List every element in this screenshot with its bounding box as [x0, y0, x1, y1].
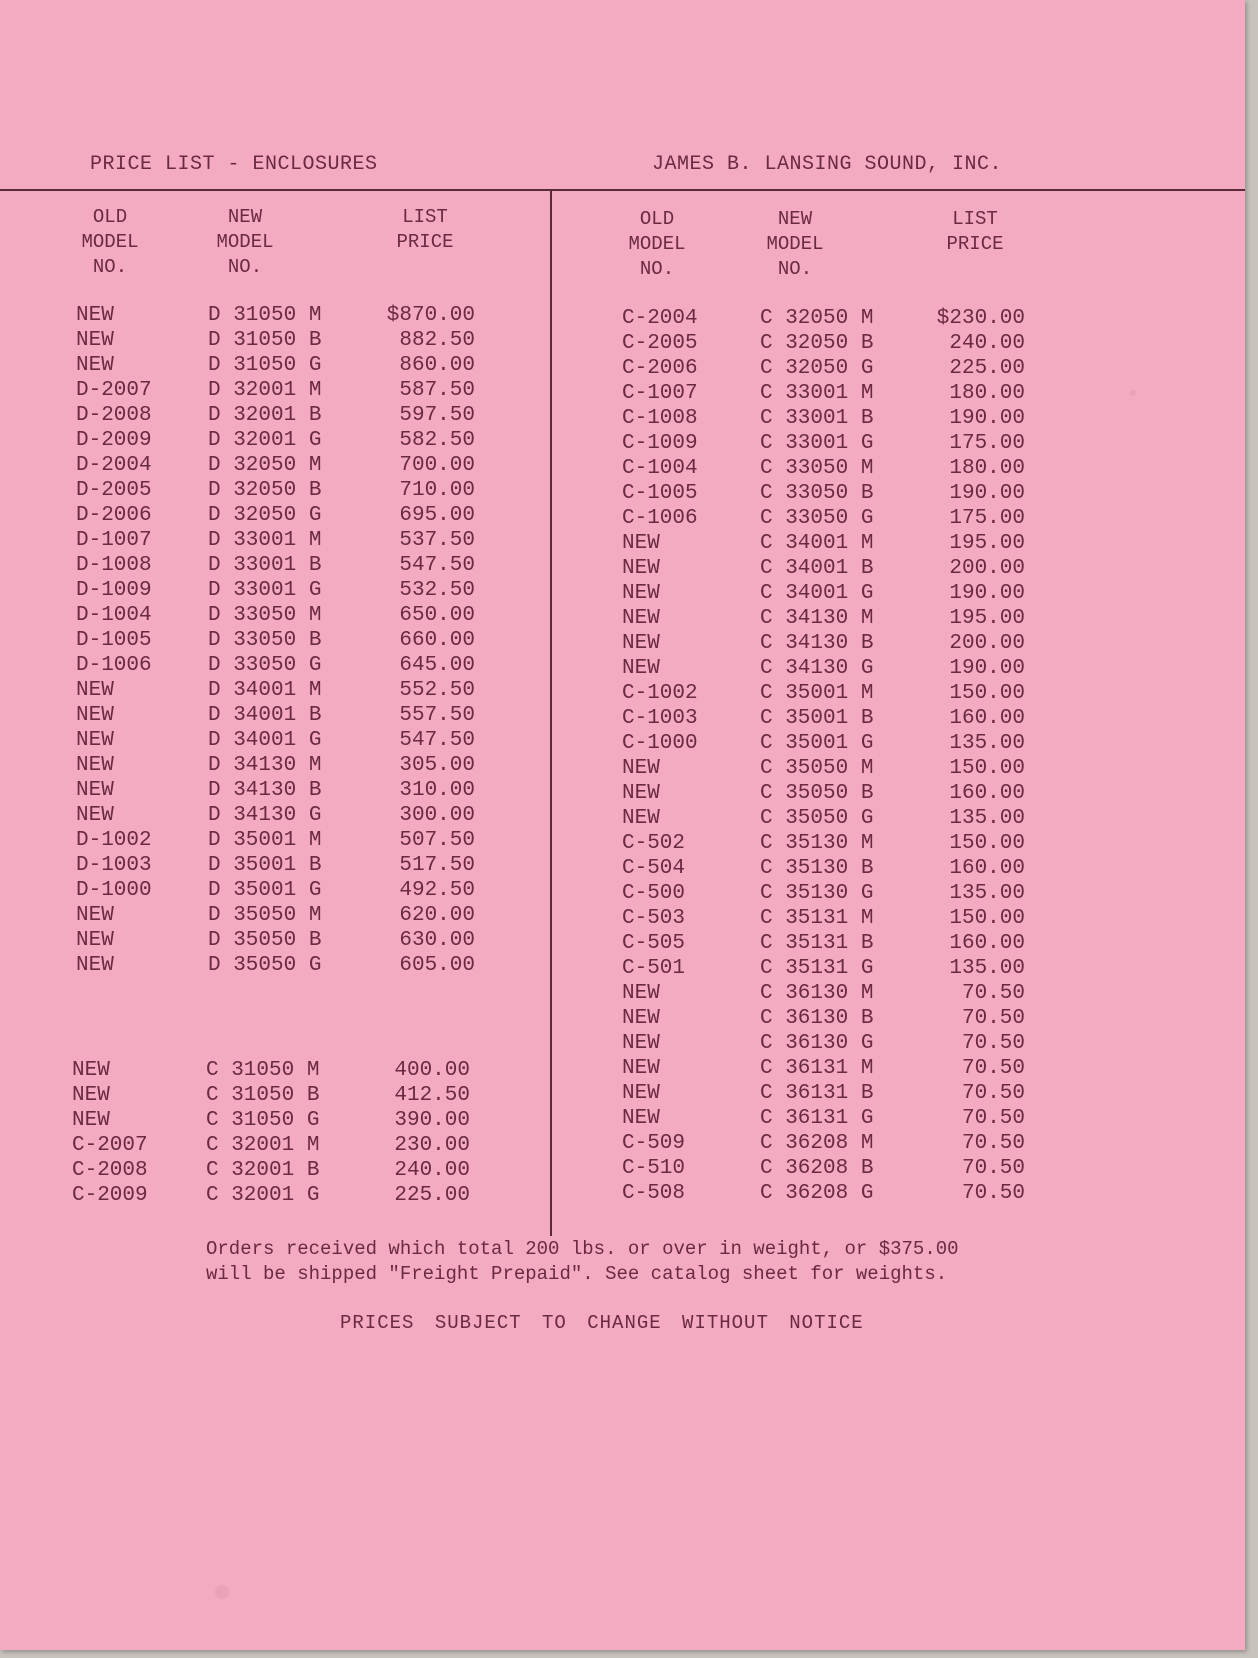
old-model-number: D-2005 — [76, 479, 152, 502]
old-model-number: NEW — [622, 1032, 660, 1055]
old-model-number: NEW — [76, 929, 114, 952]
list-price: 605.00 — [399, 954, 475, 977]
new-model-number: C 32050 M — [760, 307, 874, 330]
old-model-number: NEW — [622, 582, 660, 605]
list-price: 230.00 — [394, 1134, 470, 1157]
list-price: 195.00 — [949, 607, 1025, 630]
list-price: 547.50 — [399, 554, 475, 577]
left-new-model-header: NEW MODEL NO. — [216, 206, 274, 278]
list-price: 537.50 — [399, 529, 475, 552]
table-row — [0, 981, 1245, 1006]
old-model-number: C-1000 — [622, 732, 698, 755]
new-model-number: C 35130 M — [760, 832, 874, 855]
new-model-number: C 34001 M — [760, 532, 874, 555]
list-price: 135.00 — [949, 732, 1025, 755]
old-model-number: NEW — [76, 704, 114, 727]
list-price: 70.50 — [961, 1107, 1025, 1130]
list-price: 650.00 — [399, 604, 475, 627]
new-model-number: C 34130 M — [760, 607, 874, 630]
new-model-number: C 33050 G — [760, 507, 874, 530]
old-model-number: NEW — [76, 304, 114, 327]
list-price: $230.00 — [936, 307, 1025, 330]
list-price: 160.00 — [949, 782, 1025, 805]
list-price: 620.00 — [399, 904, 475, 927]
old-model-number: C-2009 — [72, 1184, 148, 1207]
new-model-number: D 35050 G — [208, 954, 322, 977]
list-price: 700.00 — [399, 454, 475, 477]
old-model-number: NEW — [72, 1084, 110, 1107]
table-row — [0, 1131, 1245, 1156]
old-model-number: NEW — [622, 1007, 660, 1030]
old-model-number: D-1000 — [76, 879, 152, 902]
old-model-number: NEW — [76, 804, 114, 827]
old-model-number: NEW — [76, 779, 114, 802]
old-model-number: NEW — [76, 729, 114, 752]
old-model-number: D-2006 — [76, 504, 152, 527]
list-price: 310.00 — [399, 779, 475, 802]
old-model-number: D-2004 — [76, 454, 152, 477]
new-model-number: D 33050 G — [208, 654, 322, 677]
header-divider — [0, 189, 1245, 191]
new-model-number: C 35131 B — [760, 932, 874, 955]
table-row — [0, 1081, 1245, 1106]
new-model-number: C 31050 G — [206, 1109, 320, 1132]
table-row — [0, 406, 1245, 431]
old-model-number: D-1004 — [76, 604, 152, 627]
new-model-number: C 36131 G — [760, 1107, 874, 1130]
list-price: 547.50 — [399, 729, 475, 752]
old-model-number: NEW — [622, 1107, 660, 1130]
new-model-number: C 35050 G — [760, 807, 874, 830]
list-price: 160.00 — [949, 932, 1025, 955]
list-price: 660.00 — [399, 629, 475, 652]
list-price: 882.50 — [399, 329, 475, 352]
list-price: 225.00 — [394, 1184, 470, 1207]
new-model-number: C 34130 G — [760, 657, 874, 680]
table-row — [0, 481, 1245, 506]
new-model-number: C 33001 B — [760, 407, 874, 430]
list-price: 200.00 — [949, 632, 1025, 655]
old-model-number: NEW — [76, 354, 114, 377]
new-model-number: C 35050 B — [760, 782, 874, 805]
new-model-number: C 36208 G — [760, 1182, 874, 1205]
old-model-number: C-510 — [622, 1157, 686, 1180]
table-row — [0, 356, 1245, 381]
table-row — [0, 1181, 1245, 1206]
new-model-number: D 32050 M — [208, 454, 322, 477]
old-model-number: D-1006 — [76, 654, 152, 677]
old-model-number: NEW — [622, 807, 660, 830]
new-model-number: C 36130 G — [760, 1032, 874, 1055]
table-row — [0, 706, 1245, 731]
new-model-number: D 32001 B — [208, 404, 322, 427]
list-price: 180.00 — [949, 382, 1025, 405]
old-model-number: NEW — [76, 954, 114, 977]
table-row — [0, 856, 1245, 881]
table-row — [0, 306, 1245, 331]
freight-note-line-1: Orders received which total 200 lbs. or over in weight, or $375.00 — [206, 1238, 959, 1260]
list-price: 175.00 — [949, 507, 1025, 530]
table-row — [0, 806, 1245, 831]
table-row — [0, 581, 1245, 606]
new-model-number: D 32001 M — [208, 379, 322, 402]
list-price: $870.00 — [386, 304, 475, 327]
list-price: 160.00 — [949, 857, 1025, 880]
table-row — [0, 506, 1245, 531]
old-model-number: NEW — [622, 532, 660, 555]
new-model-number: C 34130 B — [760, 632, 874, 655]
table-row — [0, 456, 1245, 481]
table-row — [0, 831, 1245, 856]
table-row — [0, 1106, 1245, 1131]
new-model-number: C 35050 M — [760, 757, 874, 780]
new-model-number: D 32050 G — [208, 504, 322, 527]
new-model-number: C 36208 B — [760, 1157, 874, 1180]
old-model-number: D-2009 — [76, 429, 152, 452]
table-row — [0, 381, 1245, 406]
new-model-number: C 35130 B — [760, 857, 874, 880]
new-model-number: D 34130 M — [208, 754, 322, 777]
left-old-model-header: OLD MODEL NO. — [81, 206, 139, 278]
list-price: 150.00 — [949, 757, 1025, 780]
old-model-number: NEW — [622, 607, 660, 630]
list-price: 412.50 — [394, 1084, 470, 1107]
list-price: 645.00 — [399, 654, 475, 677]
table-row — [0, 1156, 1245, 1181]
list-price: 587.50 — [399, 379, 475, 402]
list-price: 582.50 — [399, 429, 475, 452]
new-model-number: D 34001 B — [208, 704, 322, 727]
table-row — [0, 556, 1245, 581]
list-price: 240.00 — [394, 1159, 470, 1182]
list-price: 300.00 — [399, 804, 475, 827]
old-model-number: C-1003 — [622, 707, 698, 730]
old-model-number: D-2007 — [76, 379, 152, 402]
new-model-number: C 32050 B — [760, 332, 874, 355]
new-model-number: D 35001 G — [208, 879, 322, 902]
table-row — [0, 881, 1245, 906]
table-row — [0, 606, 1245, 631]
old-model-number: C-505 — [622, 932, 686, 955]
new-model-number: C 35131 M — [760, 907, 874, 930]
old-model-number: C-508 — [622, 1182, 686, 1205]
new-model-number: D 34130 B — [208, 779, 322, 802]
table-row — [0, 906, 1245, 931]
list-price: 597.50 — [399, 404, 475, 427]
list-price: 160.00 — [949, 707, 1025, 730]
list-price: 70.50 — [961, 1132, 1025, 1155]
list-price: 400.00 — [394, 1059, 470, 1082]
list-price: 225.00 — [949, 357, 1025, 380]
old-model-number: D-1002 — [76, 829, 152, 852]
old-model-number: D-1005 — [76, 629, 152, 652]
new-model-number: C 31050 M — [206, 1059, 320, 1082]
new-model-number: D 31050 M — [208, 304, 322, 327]
new-model-number: D 33050 B — [208, 629, 322, 652]
old-model-number: C-509 — [622, 1132, 686, 1155]
old-model-number: NEW — [622, 1057, 660, 1080]
new-model-number: D 32001 G — [208, 429, 322, 452]
old-model-number: C-1006 — [622, 507, 698, 530]
old-model-number: NEW — [622, 1082, 660, 1105]
right-list-price-header: LIST PRICE — [946, 208, 1004, 255]
new-model-number: C 33001 G — [760, 432, 874, 455]
list-price: 190.00 — [949, 482, 1025, 505]
left-list-price-header: LIST PRICE — [396, 206, 454, 253]
new-model-number: C 32001 G — [206, 1184, 320, 1207]
right-new-model-header: NEW MODEL NO. — [766, 208, 824, 280]
new-model-number: C 36130 B — [760, 1007, 874, 1030]
list-price: 552.50 — [399, 679, 475, 702]
old-model-number: C-1008 — [622, 407, 698, 430]
list-price: 532.50 — [399, 579, 475, 602]
list-price: 70.50 — [961, 1007, 1025, 1030]
old-model-number: NEW — [622, 782, 660, 805]
list-price: 175.00 — [949, 432, 1025, 455]
list-price: 135.00 — [949, 957, 1025, 980]
new-model-number: C 33050 M — [760, 457, 874, 480]
price-disclaimer: PRICES SUBJECT TO CHANGE WITHOUT NOTICE — [340, 1312, 864, 1334]
list-price: 70.50 — [961, 1057, 1025, 1080]
new-model-number: C 36130 M — [760, 982, 874, 1005]
list-price: 557.50 — [399, 704, 475, 727]
new-model-number: D 35001 M — [208, 829, 322, 852]
company-name: JAMES B. LANSING SOUND, INC. — [652, 153, 1003, 176]
new-model-number: C 33050 B — [760, 482, 874, 505]
list-price: 70.50 — [961, 1082, 1025, 1105]
table-row — [0, 656, 1245, 681]
old-model-number: C-1007 — [622, 382, 698, 405]
old-model-number: C-503 — [622, 907, 686, 930]
table-row — [0, 956, 1245, 981]
right-price-table — [0, 306, 1245, 1206]
list-price: 70.50 — [961, 1182, 1025, 1205]
new-model-number: D 35050 B — [208, 929, 322, 952]
new-model-number: C 35001 B — [760, 707, 874, 730]
old-model-number: C-500 — [622, 882, 686, 905]
old-model-number: NEW — [76, 329, 114, 352]
old-model-number: C-502 — [622, 832, 686, 855]
old-model-number: C-504 — [622, 857, 686, 880]
new-model-number: C 31050 B — [206, 1084, 320, 1107]
new-model-number: C 36131 M — [760, 1057, 874, 1080]
old-model-number: NEW — [622, 557, 660, 580]
document-title: PRICE LIST - ENCLOSURES — [90, 153, 378, 176]
old-model-number: NEW — [622, 632, 660, 655]
list-price: 630.00 — [399, 929, 475, 952]
old-model-number: D-2008 — [76, 404, 152, 427]
old-model-number: NEW — [622, 657, 660, 680]
old-model-number: D-1008 — [76, 554, 152, 577]
new-model-number: C 34001 G — [760, 582, 874, 605]
old-model-number: D-1007 — [76, 529, 152, 552]
list-price: 70.50 — [961, 1157, 1025, 1180]
old-model-number: C-2007 — [72, 1134, 148, 1157]
old-model-number: NEW — [72, 1059, 110, 1082]
new-model-number: D 32050 B — [208, 479, 322, 502]
old-model-number: C-1004 — [622, 457, 698, 480]
new-model-number: D 35001 B — [208, 854, 322, 877]
old-model-number: C-2008 — [72, 1159, 148, 1182]
old-model-number: C-1009 — [622, 432, 698, 455]
list-price: 492.50 — [399, 879, 475, 902]
list-price: 190.00 — [949, 407, 1025, 430]
new-model-number: C 36131 B — [760, 1082, 874, 1105]
table-row — [0, 1006, 1245, 1031]
new-model-number: D 31050 B — [208, 329, 322, 352]
table-row — [0, 331, 1245, 356]
new-model-number: C 32001 B — [206, 1159, 320, 1182]
table-row — [0, 1031, 1245, 1056]
paper-spot — [215, 1585, 229, 1599]
old-model-number: C-2006 — [622, 357, 698, 380]
old-model-number: D-1009 — [76, 579, 152, 602]
new-model-number: D 33050 M — [208, 604, 322, 627]
old-model-number: C-1002 — [622, 682, 698, 705]
new-model-number: C 35001 M — [760, 682, 874, 705]
old-model-number: NEW — [622, 982, 660, 1005]
new-model-number: D 34130 G — [208, 804, 322, 827]
new-model-number: D 33001 B — [208, 554, 322, 577]
old-model-number: NEW — [76, 904, 114, 927]
list-price: 695.00 — [399, 504, 475, 527]
list-price: 70.50 — [961, 982, 1025, 1005]
new-model-number: C 32050 G — [760, 357, 874, 380]
table-row — [0, 931, 1245, 956]
new-model-number: D 35050 M — [208, 904, 322, 927]
old-model-number: NEW — [72, 1109, 110, 1132]
table-row — [0, 731, 1245, 756]
list-price: 517.50 — [399, 854, 475, 877]
table-row — [0, 1056, 1245, 1081]
new-model-number: C 34001 B — [760, 557, 874, 580]
old-model-number: NEW — [76, 679, 114, 702]
old-model-number: C-1005 — [622, 482, 698, 505]
list-price: 195.00 — [949, 532, 1025, 555]
old-model-number: C-2005 — [622, 332, 698, 355]
table-row — [0, 756, 1245, 781]
table-row — [0, 531, 1245, 556]
right-old-model-header: OLD MODEL NO. — [628, 208, 686, 280]
new-model-number: C 35131 G — [760, 957, 874, 980]
table-row — [0, 681, 1245, 706]
new-model-number: D 33001 G — [208, 579, 322, 602]
table-row — [0, 781, 1245, 806]
list-price: 180.00 — [949, 457, 1025, 480]
list-price: 190.00 — [949, 582, 1025, 605]
new-model-number: C 36208 M — [760, 1132, 874, 1155]
old-model-number: NEW — [76, 754, 114, 777]
list-price: 150.00 — [949, 682, 1025, 705]
new-model-number: D 31050 G — [208, 354, 322, 377]
list-price: 200.00 — [949, 557, 1025, 580]
list-price: 135.00 — [949, 882, 1025, 905]
new-model-number: C 35130 G — [760, 882, 874, 905]
freight-note-line-2: will be shipped "Freight Prepaid". See catalog sheet for weights. — [206, 1263, 948, 1285]
old-model-number: C-2004 — [622, 307, 698, 330]
list-price: 305.00 — [399, 754, 475, 777]
old-model-number: D-1003 — [76, 854, 152, 877]
list-price: 507.50 — [399, 829, 475, 852]
list-price: 860.00 — [399, 354, 475, 377]
list-price: 240.00 — [949, 332, 1025, 355]
list-price: 710.00 — [399, 479, 475, 502]
table-row — [0, 631, 1245, 656]
list-price: 390.00 — [394, 1109, 470, 1132]
new-model-number: C 32001 M — [206, 1134, 320, 1157]
old-model-number: C-501 — [622, 957, 686, 980]
list-price: 150.00 — [949, 832, 1025, 855]
new-model-number: D 34001 M — [208, 679, 322, 702]
old-model-number: NEW — [622, 757, 660, 780]
table-row — [0, 431, 1245, 456]
list-price: 190.00 — [949, 657, 1025, 680]
new-model-number: C 35001 G — [760, 732, 874, 755]
new-model-number: D 34001 G — [208, 729, 322, 752]
new-model-number: C 33001 M — [760, 382, 874, 405]
list-price: 70.50 — [961, 1032, 1025, 1055]
new-model-number: D 33001 M — [208, 529, 322, 552]
list-price: 135.00 — [949, 807, 1025, 830]
list-price: 150.00 — [949, 907, 1025, 930]
